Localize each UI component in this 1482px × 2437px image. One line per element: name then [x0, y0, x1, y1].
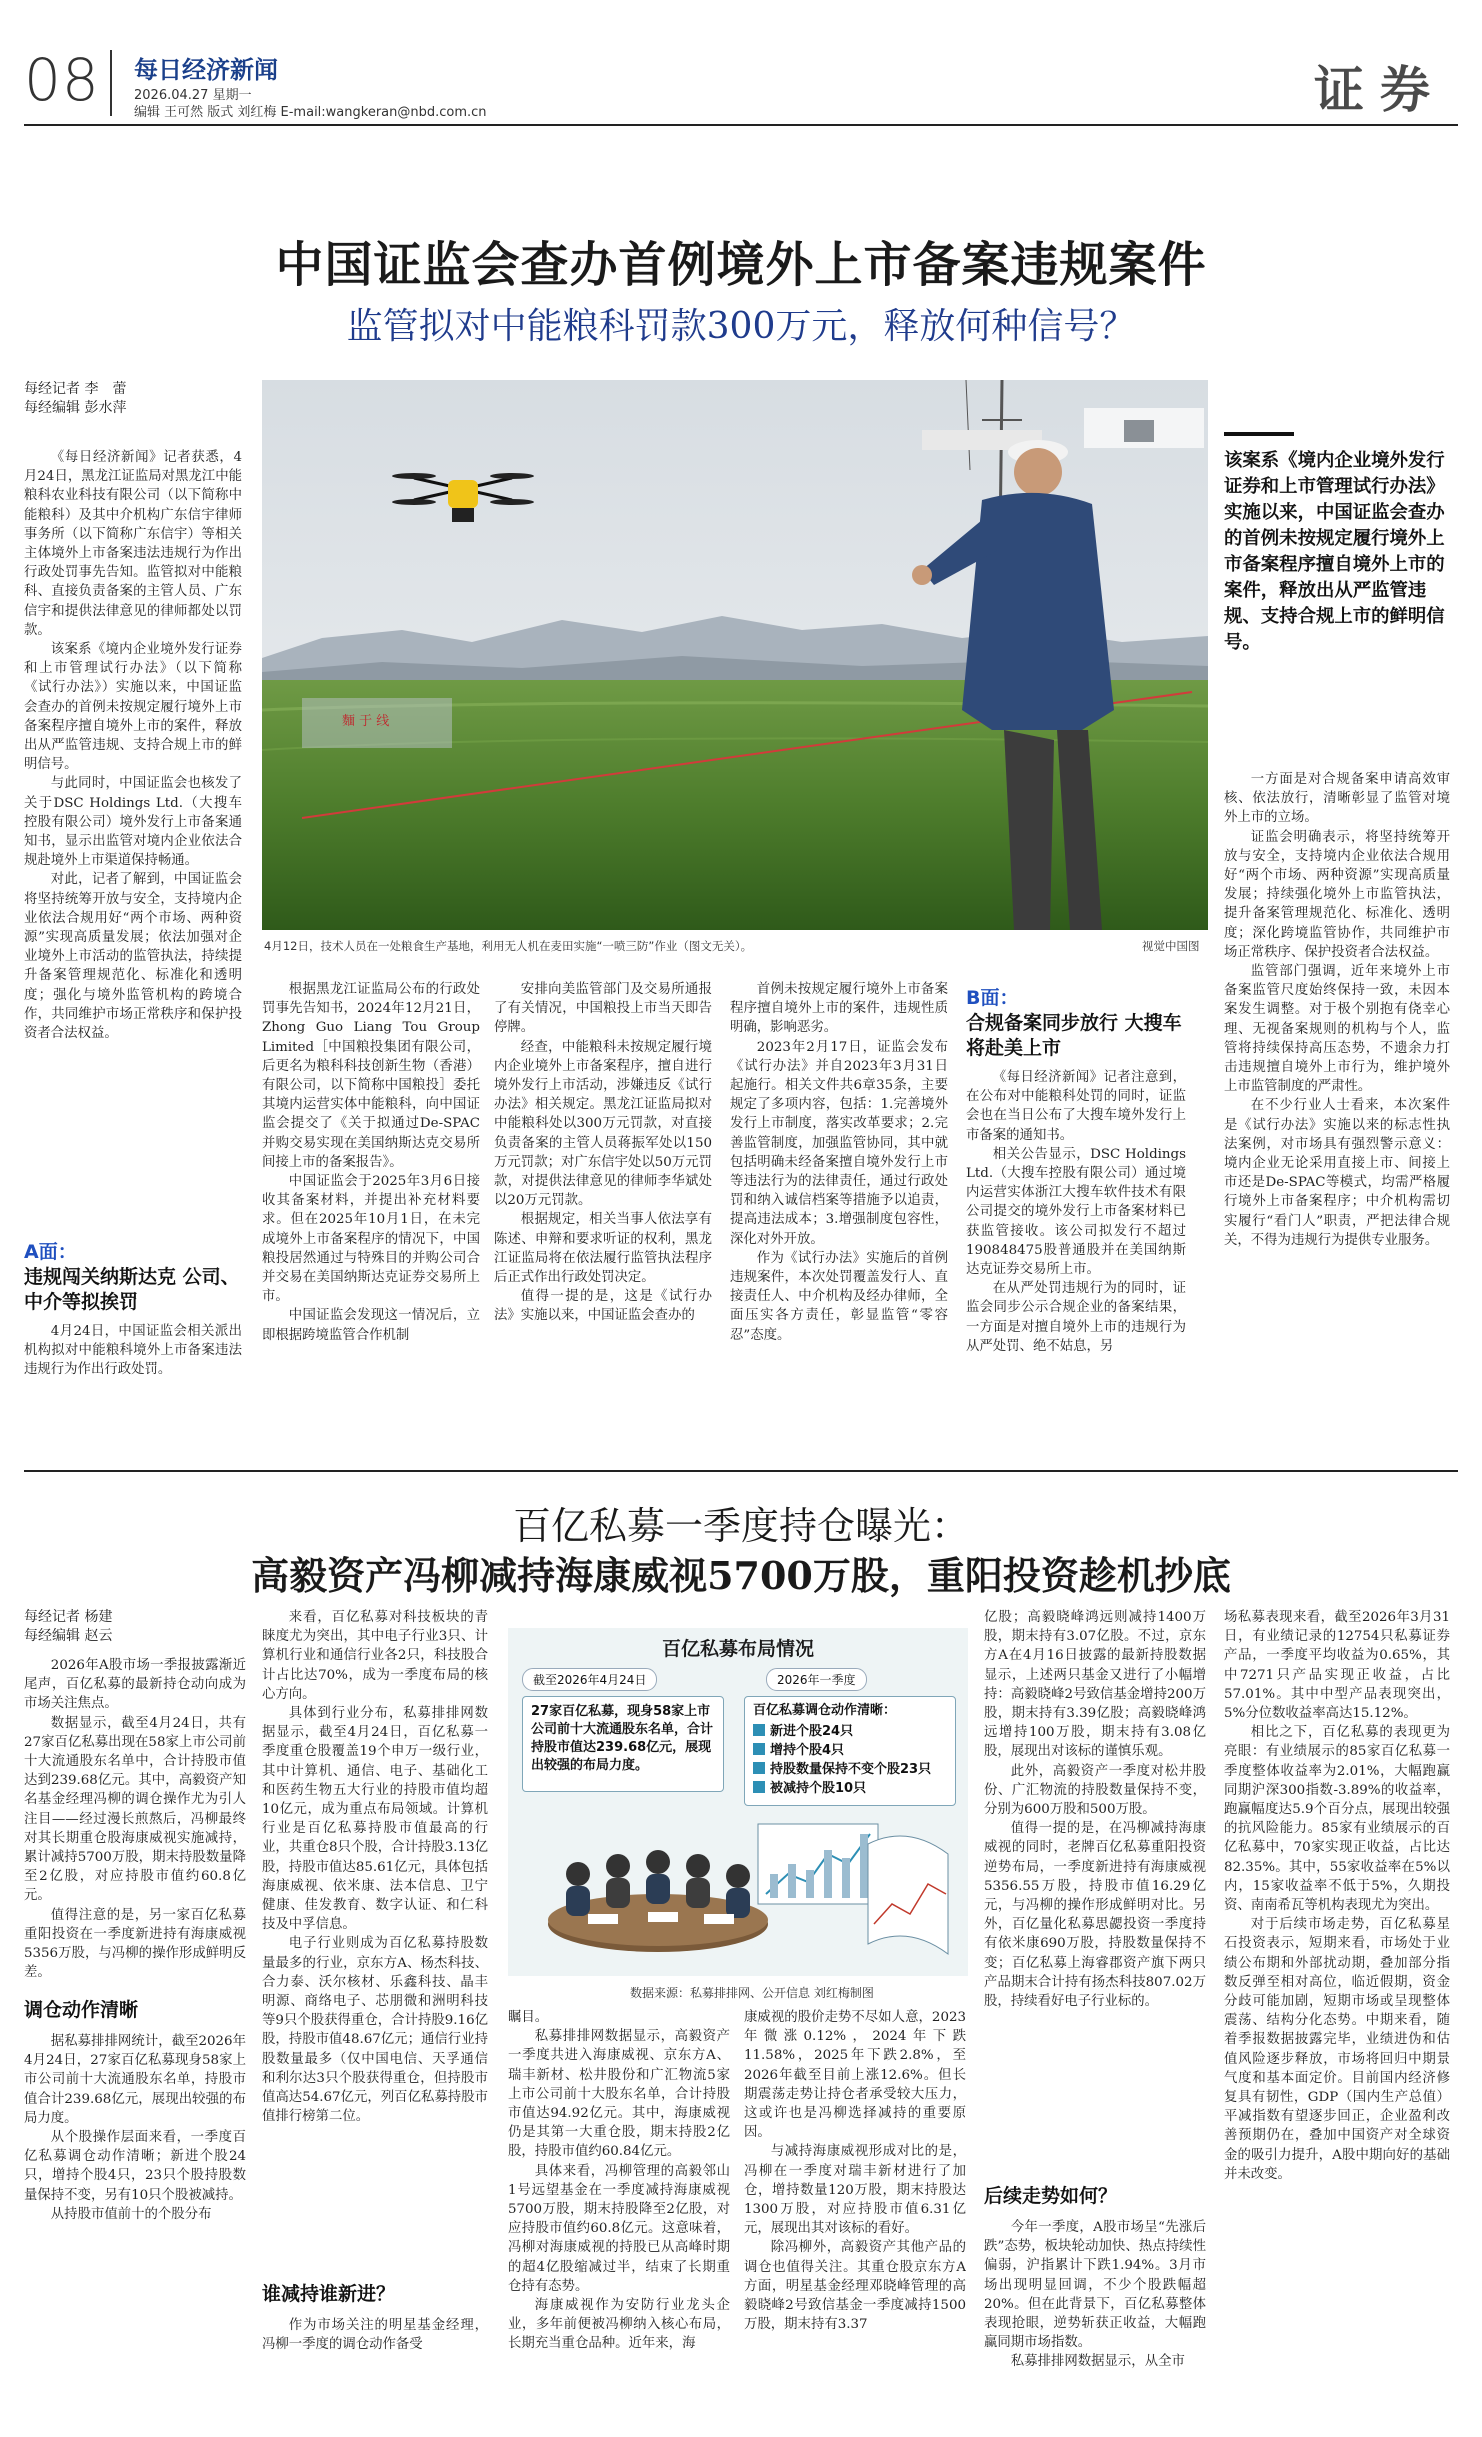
story1-photo-credit: 视觉中国图: [1142, 939, 1200, 953]
paragraph: 亿股；高毅晓峰鸿远则减持1400万股，期末持有3.07亿股。不过，京东方A在4月16日披露的最新持股数据显示，上述两只基金又进行了小幅增持：高毅晓峰2号致信基金增持200万股，期末持有3.39亿股；高毅晓峰鸿远增持100万股，期末持有3.08亿股，展现出对该标的谨慎乐观。: [984, 1610, 1206, 1760]
paragraph: 证监会明确表示，将坚持统筹开放与安全，支持境内企业依法合规用好“两个市场、两种资源”实现高质量发展；持续强化境外上市监管执法，提升备案管理规范化、标准化、透明度；深化跨境监管协作，共同维护市场正常秩序、保护投资者合法权益。: [1224, 829, 1450, 960]
subhead-b-text: 合规备案同步放行 大搜车将赴美上市: [966, 1012, 1182, 1059]
story2-subheadline: 高毅资产冯柳减持海康威视5700万股，重阳投资趁机抄底: [251, 1553, 1231, 1598]
paragraph: 中国证监会于2025年3月6日接收其备案材料，并提出补充材料要求。但在2025年10月1日，在未完成境外上市备案程序的情况下，中国粮投居然通过与特殊目的并购公司合并交易在美国纳斯达克证券交易所上市。: [262, 1174, 480, 1305]
subhead-b-tag: B面：: [966, 987, 1019, 1009]
masthead-editors: 编辑 王可然 版式 刘红梅 E-mail:wangkeran@nbd.com.cn: [134, 105, 487, 120]
paragraph: 4月24日，中国证监会相关派出机构拟对中能粮科境外上市备案违法违规行为作出行政处罚。: [24, 1324, 242, 1378]
paragraph: 《每日经济新闻》记者注意到，在公布对中能粮科处罚的同时，证监会也在当日公布了大搜车境外发行上市备案的通知书。: [966, 1070, 1186, 1143]
check-box-icon: [753, 1781, 765, 1793]
infographic-list: [745, 1722, 955, 1798]
page-number: 08: [24, 46, 100, 114]
paragraph: 具体来看，冯柳管理的高毅邻山1号远望基金在一季度减持海康威视5700万股，期末持股降至2亿股，对应持股市值约60.8亿元。这意味着，冯柳对海康威视的持股已从高峰时期的超4亿股缩减过半，结束了长期重仓持有态势。: [508, 2163, 730, 2294]
infographic-item: 新进个股24只: [753, 1722, 947, 1741]
story-divider: [24, 1470, 1458, 1472]
paragraph: 作为市场关注的明星基金经理，冯柳一季度的调仓动作备受: [262, 2318, 488, 2353]
paragraph: 瞩目。: [508, 2010, 549, 2025]
story2-reporter: 每经记者 杨建: [24, 1609, 113, 1625]
masthead-date: 2026.04.27 星期一: [134, 88, 252, 103]
paragraph: 对于后续市场走势，百亿私募星石投资表示，短期来看，市场处于业绩公布期和外部扰动期，叠加部分指数反弹至相对高位，临近假期，资金分歧可能加剧，短期市场或呈现整体震荡、结构分化态势。中期来看，随着季报数据披露完毕，业绩进伪和估值风险逐步释放，市场将回归中期景气度和基本面定价。目前国内经济修复具有韧性，GDP（国内生产总值）平减指数有望逐步回正，企业盈利改善预期仍在，叠加中国资产对全球资金的吸引力提升，A股中期向好的基础并未改变。: [1224, 1917, 1450, 2182]
infographic-item: 增持个股4只: [753, 1741, 947, 1760]
paragraph: 电子行业则成为百亿私募持股数量最多的行业，京东方A、杨杰科技、合力泰、沃尔核材、乐鑫科技、晶丰明源、商络电子、芯朋微和洲明科技等9只个股获得重仓，合计持股9.16亿股，持股市值48.67亿元；通信行业持股数量最多（仅中国电信、天孚通信和利尔达3只个股获得重仓，但持股市值高达54.67亿元，列百亿私募持股市值排行榜第二位。: [262, 1936, 488, 2125]
story2-col1: [24, 1656, 246, 1988]
story1-editor: 每经编辑 彭水萍: [24, 400, 127, 416]
paragraph: 相比之下，百亿私募的表现更为亮眼：有业绩展示的85家百亿私募一季度整体收益率为2.01%，大幅跑赢同期沪深300指数-3.89%的收益率，跑赢幅度达5.9个百分点，展现出较强的抗风险能力。85家有业绩展示的百亿私募中，70家实现正收益，占比达82.35%。其中，55家收益率在5%以内，15家收益率不低于5%，久期投资、南南希瓦等机构表现尤为突出。: [1224, 1725, 1450, 1914]
story1-subheadline: 监管拟对中能粮科罚款300万元，释放何种信号？: [346, 306, 1136, 347]
story1-photo-caption: 4月12日，技术人员在一处粮食生产基地，利用无人机在麦田实施“一喷三防”作业（图文无关）。: [264, 939, 753, 953]
paragraph: 来看，百亿私募对科技板块的青睐度尤为突出，其中电子行业3只、计算机行业和通信行业各2只，科技股合计占比达70%，成为一季度布局的核心方向。: [262, 1610, 488, 1702]
paragraph: 根据黑龙江证监局公布的行政处罚事先告知书，2024年12月21日，Zhong Guo Liang Tou Group Limited［中国粮投集团有限公司，后更名为粮科科技创新生物（香港）有限公司，以下简称中国粮投］委托其境内运营实体中能粮科，向中国证监会提交了《关于拟通过De-SPAC并购交易实现在美国纳斯达克交易所间接上市的备案报告》。: [262, 982, 480, 1170]
paragraph: 2026年A股市场一季报披露渐近尾声，百亿私募的最新持仓动向成为市场关注焦点。: [24, 1658, 246, 1712]
paragraph: 海康威视作为安防行业龙头企业，多年前便被冯柳纳入核心布局，长期充当重仓品种。近年来，海: [508, 2298, 730, 2352]
story1-subhead-a: [24, 1240, 244, 1315]
check-box-icon: [753, 1762, 765, 1774]
masthead-rule: [24, 124, 1458, 126]
paragraph: 首例未按规定履行境外上市备案程序擅自境外上市的案件，违规性质明确，影响恶劣。: [730, 982, 948, 1036]
paragraph: 与减持海康威视形成对比的是，冯柳在一季度对瑞丰新材进行了加仓，增持数量120万股，期末持股达1300万股，对应持股市值6.31亿元，展现出其对该标的看好。: [744, 2144, 966, 2237]
paragraph: 相关公告显示，DSC Holdings Ltd.（大搜车控股有限公司）通过境内运营实体浙江大搜车软件技术有限公司提交的境外发行上市备案材料已获监管接收。该公司拟发行不超过190848475股普通股并在美国纳斯达克证券交易所上市。: [966, 1146, 1186, 1278]
story2-col3: [508, 2008, 730, 2432]
story2-col2: [262, 1608, 488, 2268]
story1-col6: [1224, 770, 1450, 1462]
masthead-separator: [110, 50, 112, 116]
story1-col5: [966, 1068, 1186, 1460]
drone-field-photo: [262, 380, 1208, 930]
paragraph: 数据显示，截至4月24日，共有27家百亿私募出现在58家上市公司前十大流通股东名单中，合计持股市值达到239.68亿元。其中，高毅资产知名基金经理冯柳的调仓操作尤为引人注目——经过漫长煎熬后，冯柳最终对其长期重仓股海康威视实施减持，累计减持5700万股，期末持股数量降至2亿股，对应持股市值约60.8亿元。: [24, 1715, 246, 1904]
story1-headline: 中国证监会查办首例境外上市备案违规案件: [275, 237, 1207, 293]
infographic-tag-left: 截至2026年4月24日: [522, 1668, 657, 1691]
paragraph: 在从严处罚违规行为的同时，证监会同步公示合规企业的备案结果，一方面是对擅自境外上市的违规行为从严处罚、绝不姑息，另: [966, 1281, 1186, 1354]
paragraph: 康威视的股价走势不尽如人意，2023年微涨0.12%，2024年下跌11.58%，2025年下跌2.8%，至2026年截至目前上涨12.6%。但长期震荡走势让持仓者承受较大压力，这或许也是冯柳选择减持的重要原因。: [744, 2010, 966, 2141]
story2-col6: [1224, 1608, 1450, 2432]
story2-col5b: [984, 2218, 1206, 2432]
story1-col2: [262, 980, 480, 1460]
paragraph: 值得注意的是，另一家百亿私募重阳投资在一季度新进持有海康威视5356万股，与冯柳的操作形成鲜明反差。: [24, 1907, 246, 1981]
meeting-illustration: [508, 1804, 968, 1976]
paragraph: 从持股市值前十的个股分布: [50, 2206, 212, 2222]
paragraph: 一方面是对合规备案申请高效审核、依法放行，清晰彰显了监管对境外上市的立场。: [1224, 772, 1450, 826]
story2-col5: [984, 1608, 1206, 2174]
paragraph: 对此，记者了解到，中国证监会将坚持统筹开放与安全，支持境内企业依法合规用好“两个市场、两种资源”实现高质量发展；依法加强对企业境外上市活动的监管执法，持续提升备案管理规范化、标准化和透明度；强化与境外监管机构的跨境合作，共同维护市场正常秩序和保护投资者合法权益。: [24, 872, 242, 1042]
story1-byline: [24, 380, 126, 418]
paragraph: 具体到行业分布，私募排排网数据显示，截至4月24日，百亿私募一季度重仓股覆盖19个申万一级行业，其中计算机、通信、电子、基础化工和医药生物五大行业的持股市值均超10亿元，成为重点布局领域。计算机行业是百亿私募持股市值最高的行业，共重仓8只个股，合计持股3.13亿股，持股市值达85.61亿元，具体包括海康威视、依米康、法本信息、卫宁健康、佳发教育、数字认证、和仁科技及中孚信息。: [262, 1706, 488, 1933]
story2-editor: 每经编辑 赵云: [24, 1628, 113, 1644]
story2-headline: 百亿私募一季度持仓曝光：: [512, 1504, 969, 1548]
paragraph: 根据规定，相关当事人依法享有陈述、申辩和要求听证的权利，黑龙江证监局将在依法履行监管执法程序后正式作出行政处罚决定。: [494, 1212, 712, 1286]
paragraph: 私募排排网数据显示，高毅资产一季度共进入海康威视、京东方A、瑞丰新材、松井股份和广汇物流5家上市公司前十大股东名单，合计持股市值达94.92亿元。其中，海康威视仍是其第一大重仓股，期末持股2亿股，持股市值约60.84亿元。: [508, 2029, 730, 2160]
story2-col2b: [262, 2316, 488, 2432]
subhead-a-text: 违规闯关纳斯达克 公司、中介等拟挨罚: [24, 1266, 240, 1313]
pull-quote-rule: [1224, 432, 1294, 436]
check-box-icon: [753, 1743, 765, 1755]
paragraph: 经查，中能粮科未按规定履行境内企业境外上市备案程序，擅自进行境外发行上市活动，涉嫌违反《试行办法》相关规定。黑龙江证监局拟对中能粮科处以300万元罚款，对直接负责备案的主管人员蒋振军处以150万元罚款；对广东信宇处以50万元罚款，对提供法律意见的律师李华斌处以20万元罚款。: [494, 1039, 712, 1209]
paragraph: 私募排排网数据显示，从全市: [1010, 2354, 1185, 2370]
story2-subhead-1: 调仓动作清晰: [24, 1999, 139, 2021]
story1-col1b: [24, 1322, 242, 1462]
infographic-right-box: [744, 1696, 956, 1806]
story1-col1: [24, 448, 242, 1208]
paragraph: 从个股操作层面来看，一季度百亿私募调仓动作清晰；新进个股24只，增持个股4只，23只个股持股数量保持不变，另有10只个股被减持。: [24, 2130, 246, 2203]
story1-col4: [730, 980, 948, 1460]
story1-reporter: 每经记者 李 蕾: [24, 381, 127, 397]
paragraph: 今年一季度，A股市场呈“先涨后跌”态势，板块轮动加快、热点持续性偏弱，沪指累计下跌1.94%。3月市场出现明显回调，不少个股跌幅超20%。但在此背景下，百亿私募整体表现抢眼，逆势斩获正收益，大幅跑赢同期市场指数。: [984, 2220, 1206, 2351]
story1-photo: [262, 380, 1208, 930]
paragraph: 《每日经济新闻》记者获悉，4月24日，黑龙江证监局对黑龙江中能粮科农业科技有限公司（以下简称中能粮科）及其中介机构广东信宇律师事务所（以下简称广东信宇）等相关主体境外上市备案违法违规行为作出行政处罚事先告知。监管拟对中能粮科、直接负责备案的主管人员、广东信宇和提供法律意见的律师都处以罚款。: [24, 450, 242, 638]
story1-subhead-b: [966, 986, 1196, 1061]
paragraph: 在不少行业人士看来，本次案件是《试行办法》实施以来的标志性执法案例，对市场具有强烈警示意义：境内企业无论采用直接上市、间接上市还是De-SPAC等模式，均需严格履行境外上市备案程序；中介机构需切实履行“看门人”职责，严把法律合规关，不得为违规行为提供专业服务。: [1224, 1098, 1450, 1248]
paragraph: 场私募表现来看，截至2026年3月31日，有业绩记录的12754只私募证券产品，一季度平均收益为0.65%，其中7271只产品实现正收益，占比57.01%。其中中型产品表现突出，5%分位数收益率高达15.12%。: [1224, 1610, 1450, 1722]
infographic-right-title: 百亿私募调仓动作清晰：: [753, 1703, 897, 1718]
check-box-icon: [753, 1724, 765, 1736]
story2-col4: [744, 2008, 966, 2432]
section-label: 证券: [1314, 61, 1446, 119]
story2-col1b: [24, 2032, 246, 2432]
paragraph: 中国证监会发现这一情况后，立即根据跨境监管合作机制: [262, 1308, 480, 1343]
paragraph: 2023年2月17日，证监会发布《试行办法》并自2023年3月31日起施行。相关文件共6章35条，主要规定了多项内容，包括：1.完善境外发行上市制度，落实改革要求；2.完善监管制度，加强监管协同，其中就包括明确未经备案擅自境外发行上市等违法行为的法律责任，通过行政处罚和纳入诚信档案等措施予以追责，提高违法成本；3.增强制度包容性，深化对外开放。: [730, 1039, 948, 1247]
paragraph: 此外，高毅资产一季度对松井股份、广汇物流的持股数量保持不变，分别为600万股和500万股。: [984, 1763, 1206, 1818]
paragraph: 值得一提的是，这是《试行办法》实施以来，中国证监会查办的: [494, 1289, 712, 1324]
paragraph: 该案系《境内企业境外发行证券和上市管理试行办法》（以下简称《试行办法》）实施以来，中国证监会查办的首例未按规定履行境外上市备案程序擅自境外上市的案件，释放出从严监管违规、支持合规上市的鲜明信号。: [24, 642, 242, 773]
infographic-item: 被减持个股10只: [753, 1779, 947, 1798]
paragraph: 作为《试行办法》实施后的首例违规案件，本次处罚覆盖发行人、直接责任人、中介机构及经办律师，全面压实各方责任，彰显监管“零容忍”态度。: [730, 1250, 948, 1343]
infographic-left-text: 27家百亿私募，现身58家上市公司前十大流通股东名单，合计持股市值达239.68亿元，展现出较强的布局力度。: [531, 1704, 714, 1773]
paragraph: 安排向美监管部门及交易所通报了有关情况，中国粮投上市当天即告停牌。: [494, 982, 712, 1036]
paragraph: 与此同时，中国证监会也核发了关于DSC Holdings Ltd.（大搜车控股有限公司）境外发行上市备案通知书，显示出监管对境内企业依法合规赴境外上市渠道保持畅通。: [24, 776, 242, 869]
subhead-a-tag: A面：: [24, 1241, 77, 1263]
pull-quote: 该案系《境内企业境外发行证券和上市管理试行办法》实施以来，中国证监会查办的首例未按规定履行境外上市备案程序擅自境外上市的案件，释放出从严监管违规、支持合规上市的鲜明信号。: [1224, 450, 1445, 653]
paragraph: 除冯柳外，高毅资产其他产品的调仓也值得关注。其重仓股京东方A方面，明星基金经理邓晓峰管理的高毅晓峰2号致信基金一季度减持1500万股，期末持有3.37: [744, 2240, 966, 2333]
infographic-left-box: [522, 1696, 724, 1792]
story1-col3: [494, 980, 712, 1460]
paragraph: 监管部门强调，近年来境外上市备案监管尺度始终保持一致，未因本案发生调整。对于极个别抱有侥幸心理、无视备案规则的机构与个人，监管将持续保持高压态势，不遗余力打击违规擅自境外上市行为，维护境外上市监管制度的严肃性。: [1224, 964, 1450, 1095]
infographic-item: 持股数量保持不变个股23只: [753, 1760, 947, 1779]
photo-sign-text: 麵 于 线: [342, 714, 390, 729]
infographic: [508, 1628, 968, 1976]
infographic-title: 百亿私募布局情况: [661, 1638, 814, 1660]
paragraph: 据私募排排网统计，截至2026年4月24日，27家百亿私募现身58家上市公司前十大流通股东名单，持股市值合计239.68亿元，展现出较强的布局力度。: [24, 2034, 246, 2126]
paper-name: 每日经济新闻: [134, 56, 278, 84]
infographic-tag-right: 2026年一季度: [766, 1668, 867, 1691]
story2-subhead-2: 谁减持谁新进？: [262, 2283, 396, 2305]
story2-subhead-3: 后续走势如何？: [984, 2185, 1118, 2207]
infographic-source: 数据来源：私募排排网、公开信息 刘红梅制图: [630, 1986, 874, 2000]
paragraph: 值得一提的是，在冯柳减持海康威视的同时，老牌百亿私募重阳投资逆势布局，一季度新进持有海康威视5356.55万股，持股市值16.29亿元，与冯柳的操作形成鲜明对比。另外，百亿量化私募思勰投资一季度持有依米康690万股，持股数量保持不变；百亿私募上海睿郡资产旗下两只产品期末合计持有扬杰科技807.02万股，持续看好电子行业标的。: [984, 1821, 1206, 2010]
story2-byline: [24, 1608, 112, 1646]
